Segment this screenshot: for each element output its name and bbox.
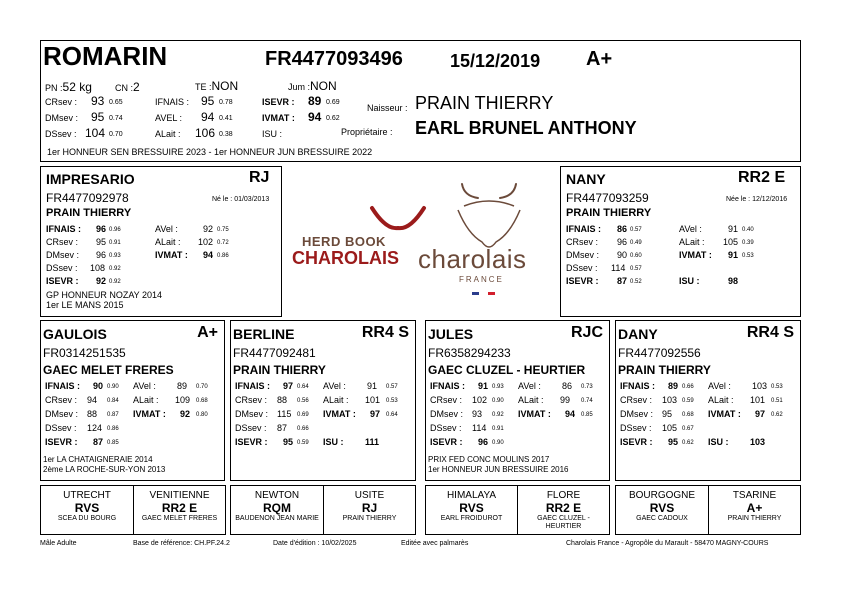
gp-ivmat-cd: 0.62 [771,412,783,418]
gp-crsev-cd: 0.84 [107,398,119,404]
dam-panel [560,166,801,317]
gp-dmsev-label: DMsev : [235,409,269,419]
sire-avel-label: AVel : [155,224,178,234]
gp-dssev-value: 124 [87,423,103,433]
gp-id: FR4477092556 [618,346,701,360]
gp-ifnais-value: 90 [93,381,104,391]
gp-alait-value: 101 [750,395,766,405]
jum-value: NON [310,79,337,93]
gp-alait-cd: 0.51 [771,398,783,404]
gp-crsev-value: 103 [662,395,678,405]
gp-avel-label: AVel : [518,381,541,391]
footer-sex: Mâle Adulte [40,540,77,547]
footer-palmares: Editée avec palmarès [401,540,469,547]
jum-label: Jum : [288,82,311,92]
gp-ivmat-cd: 0.80 [196,412,208,418]
dam-ifnais-cd: 0.57 [630,227,642,233]
dam-isevr-value: 87 [617,276,628,286]
ggp-name: HIMALAYA [446,490,497,501]
sire-prize-2: 1er LE MANS 2015 [46,300,124,310]
ifnais-label: IFNAIS : [155,97,190,107]
ggp-grade: RR2 E [161,501,198,515]
footer-org: Charolais France - Agropôle du Marault - 58470 MAGNY-COURS [566,540,769,547]
cn-field [115,80,140,94]
gp-ifnais-value: 97 [283,381,294,391]
dam-born-label: Née le : [726,196,751,203]
ggp-grade: RVS [459,501,484,515]
sire-isevr-label: ISEVR : [46,276,79,286]
footer-edition: Date d'édition : 10/02/2025 [273,540,357,547]
ggp-grade: RR2 E [545,501,582,515]
ifnais-value: 95 [201,94,215,108]
grandparent-panel-2 [230,320,416,481]
gp-avel-value: 91 [367,381,378,391]
avel-label: AVEL : [155,113,183,123]
gp-prize-2: 2ème LA ROCHE-SUR-YON 2013 [43,465,166,474]
great-grandparent-cell [134,486,225,523]
sire-owner: PRAIN THIERRY [46,207,132,219]
dam-dmsev-cd: 0.60 [630,253,642,259]
charolais-logo-area [286,178,558,302]
gp-alait-cd: 0.74 [581,398,593,404]
gp-isu-value: 103 [750,437,766,447]
dssev-label: DSsev : [45,129,77,139]
animal-name: ROMARIN [43,41,168,71]
dmsev-value: 95 [91,110,105,124]
gp-isevr-label: ISEVR : [45,437,78,447]
dam-name: NANY [566,171,606,187]
gp-crsev-cd: 0.59 [682,398,694,404]
gp-isevr-cd: 0.59 [297,440,309,446]
gp-dmsev-cd: 0.68 [682,412,694,418]
dam-isevr-cd: 0.52 [630,279,642,285]
gp-dmsev-value: 115 [277,409,292,419]
proprietaire-label: Propriétaire : [341,127,393,137]
gp-avel-label: AVel : [133,381,156,391]
animal-id: FR4477093496 [265,48,403,70]
great-grandparent-cell [41,486,133,523]
gp-avel-cd: 0.73 [581,384,593,390]
dam-id: FR4477093259 [566,191,649,205]
proprietaire-value: EARL BRUNEL ANTHONY [415,118,637,138]
ggp-name: VENITIENNE [149,490,210,501]
gp-crsev-value: 102 [472,395,488,405]
gp-alait-cd: 0.68 [196,398,208,404]
gp-ivmat-label: IVMAT : [518,409,551,419]
gp-dssev-cd: 0.66 [297,426,309,432]
animal-grade: A+ [586,48,613,70]
gp-name: DANY [618,326,658,342]
dam-alait-value: 105 [723,237,739,247]
gp-ivmat-value: 92 [180,409,191,419]
sire-dmsev-value: 96 [96,250,107,260]
naisseur-value: PRAIN THIERRY [415,93,554,113]
gp-name: JULES [428,326,474,342]
france-flag-icon [472,292,496,295]
gp-grade: RR4 S [746,324,794,341]
dam-ivmat-value: 91 [728,250,739,260]
sire-ifnais-label: IFNAIS : [46,224,81,234]
sire-name: IMPRESARIO [46,171,135,187]
gp-dssev-label: DSsev : [235,423,267,433]
animal-birth-date: 15/12/2019 [450,51,541,71]
ggp-owner: PRAIN THIERRY [727,515,782,522]
header-panel [40,40,801,162]
sire-ivmat-cd: 0.86 [217,253,229,259]
dam-ivmat-label: IVMAT : [679,250,712,260]
ggp-name: BOURGOGNE [628,490,696,501]
gp-avel-value: 89 [177,381,188,391]
gp-alait-label: ALait : [133,395,159,405]
ggp-owner: GAEC CADOUX [636,515,688,522]
gp-avel-value: 103 [752,381,768,391]
dam-grade: RR2 E [738,169,786,186]
gp-isevr-cd: 0.85 [107,440,119,446]
dam-ivmat-cd: 0.53 [742,253,754,259]
sire-ivmat-label: IVMAT : [155,250,188,260]
gp-isevr-value: 95 [283,437,294,447]
dam-alait-cd: 0.39 [742,240,754,246]
sire-dmsev-cd: 0.93 [109,253,121,259]
dam-isu-label: ISU : [679,276,700,286]
cn-label: CN : [115,83,133,93]
dam-ifnais-label: IFNAIS : [566,224,601,234]
gp-avel-cd: 0.57 [386,384,398,390]
gp-isevr-cd: 0.90 [492,440,504,446]
gp-isevr-value: 87 [93,437,104,447]
sire-dmsev-label: DMsev : [46,250,80,260]
great-grandparent-cell [616,486,708,523]
gp-prize-2: 1er HONNEUR JUN BRESSUIRE 2016 [428,465,569,474]
gp-dssev-label: DSsev : [430,423,462,433]
ggp-name: USITE [354,490,385,501]
alait-value: 106 [195,126,216,140]
crsev-value: 93 [91,94,105,108]
sire-dssev-value: 108 [90,263,106,273]
gp-id: FR0314251535 [43,346,126,360]
ggp-grade: RJ [361,501,378,515]
great-grandparent-cell [231,486,323,523]
gp-dssev-value: 105 [662,423,678,433]
ggp-grade: RVS [649,501,675,515]
gp-isu-value: 111 [365,437,380,447]
gp-ifnais-cd: 0.64 [297,384,309,390]
sire-dssev-label: DSsev : [46,263,78,273]
great-grandparent-cell [426,486,517,523]
gp-owner: PRAIN THIERRY [618,363,711,377]
gp-id: FR6358294233 [428,346,511,360]
gp-crsev-cd: 0.90 [492,398,504,404]
isu-label: ISU : [262,129,283,139]
te-field [195,79,238,93]
gp-crsev-label: CRsev : [45,395,78,405]
gp-dmsev-cd: 0.69 [297,412,309,418]
gp-id: FR4477092481 [233,346,316,360]
dmsev-cd: 0.74 [109,115,123,122]
gp-dmsev-label: DMsev : [45,409,79,419]
great-grandparent-pair-2 [230,485,416,535]
gp-owner: GAEC CLUZEL - HEURTIER [428,363,586,377]
alait-label: ALait : [155,129,181,139]
gp-crsev-label: CRsev : [235,395,268,405]
gp-isevr-label: ISEVR : [620,437,653,447]
grandparent-panel-1 [40,320,225,481]
flag-red [488,292,495,295]
dssev-cd: 0.70 [109,131,123,138]
isevr-label: ISEVR : [262,97,295,107]
gp-avel-cd: 0.53 [771,384,783,390]
pn-field [45,80,92,94]
gp-alait-label: ALait : [708,395,734,405]
gp-isevr-label: ISEVR : [235,437,268,447]
great-grandparent-cell [324,486,415,523]
gp-dmsev-value: 88 [87,409,98,419]
ggp-name: TSARINE [732,490,777,501]
gp-ivmat-cd: 0.64 [386,412,398,418]
gp-alait-value: 109 [175,395,191,405]
gp-dmsev-label: DMsev : [620,409,654,419]
te-label: TE : [195,82,212,92]
gp-avel-cd: 0.70 [196,384,208,390]
dam-crsev-value: 96 [617,237,628,247]
gp-dssev-cd: 0.91 [492,426,504,432]
gp-ivmat-cd: 0.85 [581,412,593,418]
gp-crsev-label: CRsev : [620,395,653,405]
jum-field [288,79,337,93]
dam-dssev-label: DSsev : [566,263,598,273]
gp-ifnais-cd: 0.93 [492,384,504,390]
great-grandparent-cell [518,486,609,531]
gp-ivmat-value: 97 [370,409,381,419]
great-grandparent-pair-1 [40,485,226,535]
sire-ifnais-cd: 0.96 [109,227,121,233]
dam-dssev-cd: 0.57 [630,266,642,272]
gp-ivmat-label: IVMAT : [133,409,166,419]
dam-ifnais-value: 86 [617,224,628,234]
gp-ifnais-label: IFNAIS : [430,381,465,391]
gp-name: GAULOIS [43,326,107,342]
pn-value: 52 kg [62,80,92,94]
gp-isevr-cd: 0.62 [682,440,694,446]
gp-ifnais-cd: 0.66 [682,384,694,390]
ggp-owner: BAUDENON JEAN MARIE [235,515,319,522]
gp-alait-label: ALait : [518,395,544,405]
dam-owner: PRAIN THIERRY [566,207,652,219]
naisseur-label: Naisseur : [367,103,408,113]
alait-cd: 0.38 [219,131,233,138]
sire-grade: RJ [249,169,270,186]
isevr-cd: 0.69 [326,99,340,106]
te-value: NON [211,79,239,93]
gp-isevr-value: 96 [478,437,489,447]
dam-avel-cd: 0.40 [742,227,754,233]
sire-isevr-value: 92 [96,276,107,286]
ggp-owner: EARL FROIDUROT [440,515,503,522]
gp-dmsev-cd: 0.92 [492,412,504,418]
gp-crsev-label: CRsev : [430,395,463,405]
ggp-grade: RQM [263,501,291,515]
gp-ifnais-label: IFNAIS : [235,381,270,391]
sire-crsev-cd: 0.91 [109,240,121,246]
ivmat-value: 94 [308,110,322,124]
ggp-owner: PRAIN THIERRY [342,515,397,522]
gp-dmsev-cd: 0.87 [107,412,119,418]
great-grandparent-pair-4 [615,485,801,535]
gp-name: BERLINE [233,326,295,342]
sire-id: FR4477092978 [46,191,129,205]
ifnais-cd: 0.78 [219,99,233,106]
gp-alait-label: ALait : [323,395,349,405]
dam-dmsev-label: DMsev : [566,250,600,260]
gp-ivmat-label: IVMAT : [323,409,356,419]
dam-born-date: 12/12/2016 [752,196,788,203]
cn-value: 2 [133,80,140,94]
gp-alait-cd: 0.53 [386,398,398,404]
ggp-name: FLORE [546,490,581,501]
gp-avel-label: AVel : [323,381,346,391]
ggp-grade: RVS [74,501,100,515]
charolais-france: FRANCE [459,275,504,284]
sire-ifnais-value: 96 [96,224,107,234]
gp-grade: RJC [570,324,603,341]
footer-base: Base de référence: CH.PF.24.2 [133,540,230,547]
grandparent-panel-3 [425,320,610,481]
sire-avel-value: 92 [203,224,214,234]
dam-isevr-label: ISEVR : [566,276,599,286]
sire-prize-1: GP HONNEUR NOZAY 2014 [46,290,163,300]
great-grandparent-pair-3 [425,485,610,535]
great-grandparent-cell [709,486,800,523]
crsev-cd: 0.65 [109,99,123,106]
sire-born-date: 01/03/2013 [234,196,270,203]
dam-avel-label: AVel : [679,224,702,234]
dam-dmsev-value: 90 [617,250,628,260]
dam-crsev-label: CRsev : [566,237,599,247]
gp-grade: RR4 S [361,324,409,341]
ggp-owner: GAEC MELET FRERES [141,515,218,522]
sire-alait-cd: 0.72 [217,240,229,246]
gp-crsev-value: 94 [87,395,98,405]
dssev-value: 104 [85,126,106,140]
gp-dmsev-value: 93 [472,409,483,419]
sire-dssev-cd: 0.92 [109,266,121,272]
ggp-name: UTRECHT [63,490,111,501]
gp-isu-label: ISU : [323,437,344,447]
gp-dssev-label: DSsev : [45,423,77,433]
sire-isevr-cd: 0.92 [109,279,121,285]
sire-crsev-value: 95 [96,237,107,247]
gp-crsev-value: 88 [277,395,288,405]
herd-book-line2: CHAROLAIS [292,248,399,268]
gp-dssev-value: 87 [277,423,288,433]
sire-alait-label: ALait : [155,237,181,247]
gp-alait-value: 99 [560,395,571,405]
gp-isevr-value: 95 [668,437,679,447]
ggp-owner: SCEA DU BOURG [57,515,117,522]
gp-avel-value: 86 [562,381,573,391]
gp-dssev-value: 114 [472,423,487,433]
sire-avel-cd: 0.75 [217,227,229,233]
ivmat-cd: 0.62 [326,115,340,122]
sire-ivmat-value: 94 [203,250,214,260]
gp-ivmat-value: 97 [755,409,766,419]
herd-book-horns-icon [368,196,428,236]
gp-dssev-label: DSsev : [620,423,652,433]
dam-alait-label: ALait : [679,237,705,247]
gp-prize-1: 1er LA CHATAIGNERAIE 2014 [43,455,153,464]
avel-value: 94 [201,110,215,124]
gp-isu-label: ISU : [708,437,729,447]
gp-ifnais-value: 91 [478,381,489,391]
herd-book-line1: HERD BOOK [302,234,386,249]
sire-crsev-label: CRsev : [46,237,79,247]
gp-isevr-label: ISEVR : [430,437,463,447]
isevr-value: 89 [308,94,322,108]
dmsev-label: DMsev : [45,113,79,123]
gp-dmsev-value: 95 [662,409,673,419]
gp-dssev-cd: 0.67 [682,426,694,432]
dam-crsev-cd: 0.49 [630,240,642,246]
sire-born [212,196,269,203]
header-honours: 1er HONNEUR SEN BRESSUIRE 2023 - 1er HONNEUR JUN BRESSUIRE 2022 [47,147,373,157]
gp-ivmat-value: 94 [565,409,576,419]
flag-blue [472,292,479,295]
charolais-wordmark: charolais [418,244,527,274]
gp-ifnais-value: 89 [668,381,679,391]
gp-owner: PRAIN THIERRY [233,363,326,377]
grandparent-panel-4 [615,320,801,481]
dam-born [726,196,787,203]
pn-label: PN : [45,83,63,93]
sire-panel [40,166,282,317]
avel-cd: 0.41 [219,115,233,122]
gp-ivmat-label: IVMAT : [708,409,741,419]
gp-ifnais-cd: 0.90 [107,384,119,390]
ggp-grade: A+ [746,501,763,515]
ggp-name: NEWTON [254,490,300,501]
gp-grade: A+ [197,324,218,341]
ggp-owner: GAEC CLUZEL - HEURTIER [537,515,590,530]
gp-owner: GAEC MELET FRERES [43,363,174,377]
gp-dssev-cd: 0.86 [107,426,119,432]
sire-born-label: Né le : [212,196,233,203]
gp-ifnais-label: IFNAIS : [620,381,655,391]
gp-prize-1: PRIX FED CONC MOULINS 2017 [428,455,550,464]
sire-alait-value: 102 [198,237,214,247]
gp-alait-value: 101 [365,395,381,405]
crsev-label: CRsev : [45,97,78,107]
dam-dssev-value: 114 [611,263,626,273]
gp-crsev-cd: 0.56 [297,398,309,404]
gp-avel-label: AVel : [708,381,731,391]
dam-avel-value: 91 [728,224,739,234]
dam-isu-value: 98 [728,276,739,286]
gp-dmsev-label: DMsev : [430,409,464,419]
gp-ifnais-label: IFNAIS : [45,381,80,391]
ivmat-label: IVMAT : [262,113,295,123]
